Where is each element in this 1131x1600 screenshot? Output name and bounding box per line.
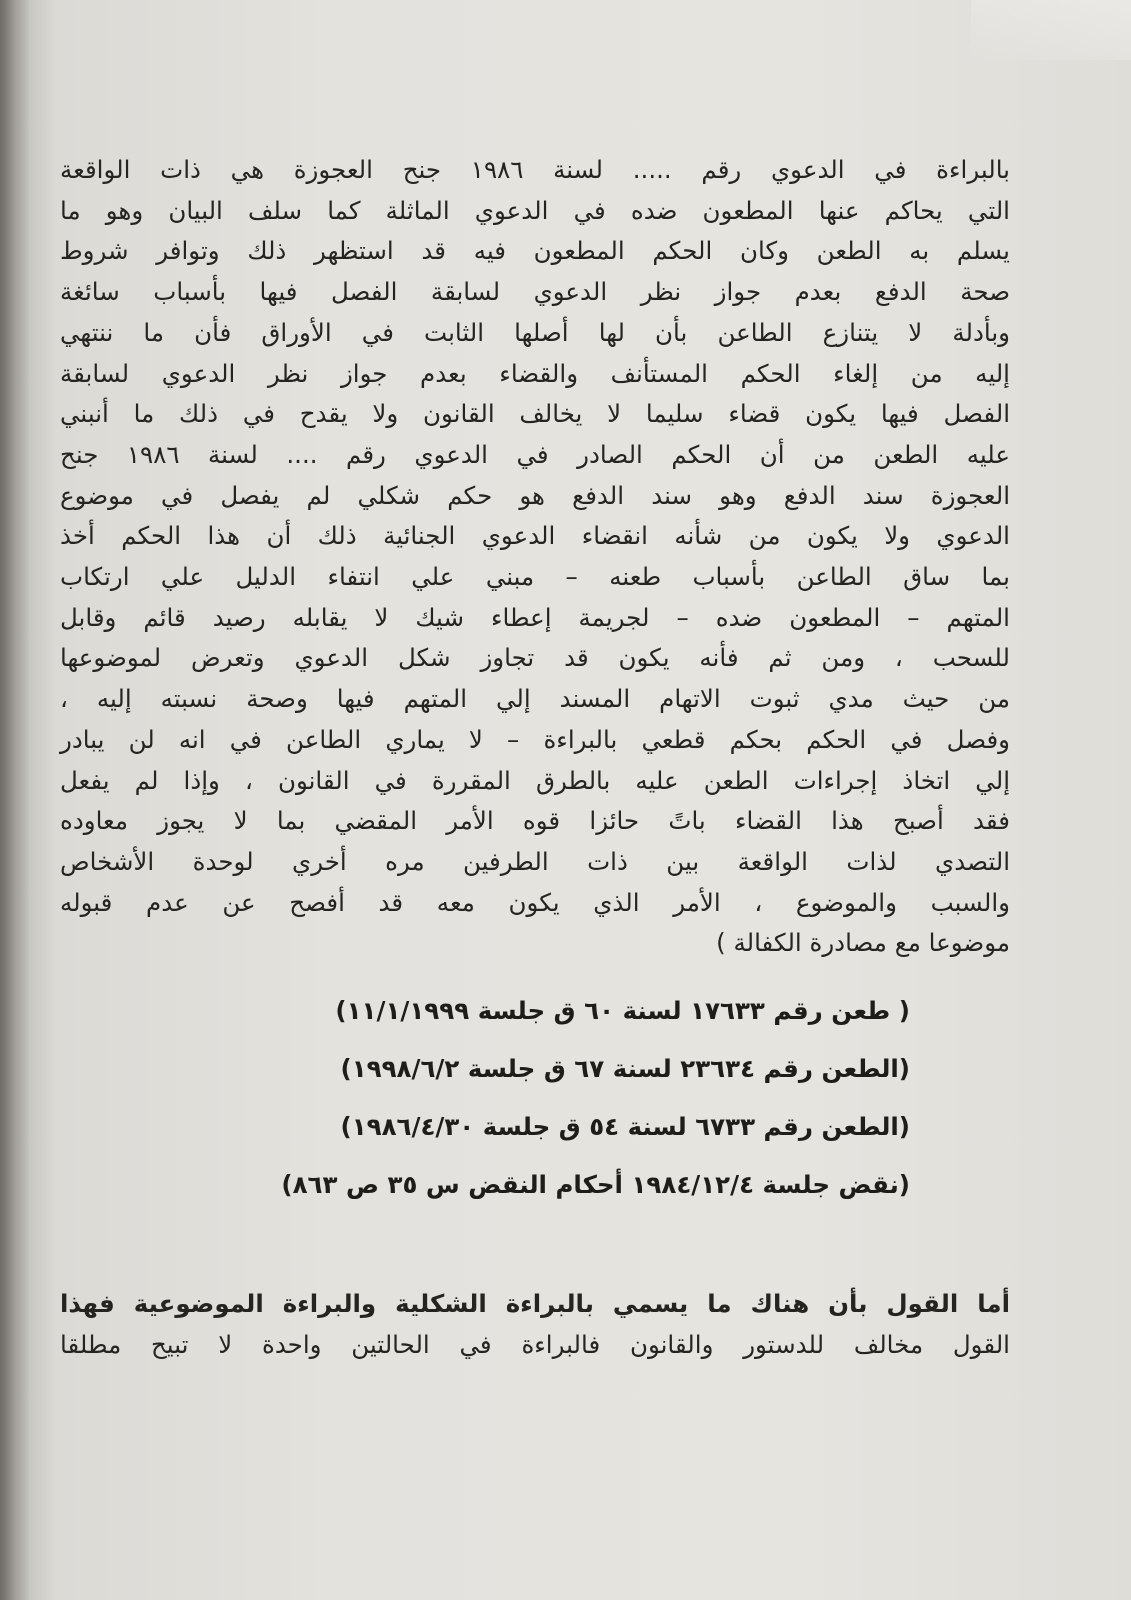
paragraph-line: القول مخالف للدستور والقانون فالبراءة في الحالتين واحدة لا تبيح مطلقا [60,1329,1010,1359]
paragraph-line: العجوزة سند الدفع وهو سند الدفع هو حكم شكلي لم يفصل في موضوع [60,480,1010,510]
paragraph-line: إليه من إلغاء الحكم المستأنف والقضاء بعدم جواز نظر الدعوي لسابقة [60,358,1010,388]
paragraph-line: فقد أصبح هذا القضاء باتً حائزا قوه الأمر المقضي بما لا يجوز معاوده [60,806,1010,836]
paragraph-line: وبأدلة لا يتنازع الطاعن بأن لها أصلها الثابت في الأوراق فأن ما ننتهي [60,317,1010,347]
paragraph-line: صحة الدفع بعدم جواز نظر الدعوي لسابقة الفصل فيها بأسباب سائغة [60,277,1010,307]
citation: ( طعن رقم ١٧٦٣٣ لسنة ٦٠ ق جلسة ١١/١/١٩٩٩) [335,996,910,1026]
paragraph-ruling [60,150,1010,964]
page-edge-shadow [0,0,30,1600]
paragraph-line: أما القول بأن هناك ما يسمي بالبراءة الشكلية والبراءة الموضوعية فهذا [60,1289,1010,1319]
paragraph-line: موضوعا مع مصادرة الكفالة ) [716,928,1010,958]
citation: (نقض جلسة ١٩٨٤/١٢/٤ أحكام النقض س ٣٥ ص ٨٦٣) [281,1170,910,1200]
paragraph-line: يسلم به الطعن وكان الحكم المطعون فيه قد استظهر ذلك وتوافر شروط [60,236,1010,266]
document-page [60,150,1010,1365]
paragraph-line: إلي اتخاذ إجراءات الطعن عليه بالطرق المقررة في القانون ، وإذا لم يفعل [60,765,1010,795]
paragraph-line: المتهم – المطعون ضده – لجريمة إعطاء شيك لا يقابله رصيد قائم وقابل [60,602,1010,632]
paragraph-line: من حيث مدي ثبوت الاتهام المسند إلي المتهم فيها وصحة نسبته إليه ، [60,684,1010,714]
paragraph-line: للسحب ، ومن ثم فأنه يكون قد تجاوز شكل الدعوي وتعرض لموضوعها [60,643,1010,673]
citation: (الطعن رقم ٢٣٦٣٤ لسنة ٦٧ ق جلسة ١٩٩٨/٦/٢) [340,1054,910,1084]
paragraph-line: بالبراءة في الدعوي رقم ..... لسنة ١٩٨٦ جنح العجوزة هي ذات الواقعة [60,155,1011,184]
paragraph-line: عليه الطعن من أن الحكم الصادر في الدعوي رقم .... لسنة ١٩٨٦ جنح [60,439,1010,469]
paragraph-acquittal [60,1284,1010,1365]
section-spacer [60,1214,1010,1284]
citations-list [60,982,1010,1214]
paragraph-line: الدعوي ولا يكون من شأنه انقضاء الدعوي الجنائية ذلك أن هذا الحكم أخذ [60,521,1010,551]
paragraph-line: التي يحاكم عنها المطعون ضده في الدعوي الماثلة كما سلف البيان وهو ما [60,195,1010,225]
paragraph-line: والسبب والموضوع ، الأمر الذي يكون معه قد أفصح عن عدم قبوله [60,887,1010,917]
paragraph-line: الفصل فيها يكون قضاء سليما لا يخالف القانون ولا يقدح في ذلك ما أنبني [60,399,1010,429]
paragraph-line: بما ساق الطاعن بأسباب طعنه – مبني علي انتفاء الدليل علي ارتكاب [60,562,1010,592]
paragraph-line: التصدي لذات الواقعة بين ذات الطرفين مره أخري لوحدة الأشخاص [60,846,1010,876]
citation: (الطعن رقم ٦٧٣٣ لسنة ٥٤ ق جلسة ١٩٨٦/٤/٣٠) [340,1112,910,1142]
paragraph-line: وفصل في الحكم بحكم قطعي بالبراءة – لا يماري الطاعن في انه لن يبادر [60,724,1010,754]
page-corner-highlight [971,0,1131,60]
